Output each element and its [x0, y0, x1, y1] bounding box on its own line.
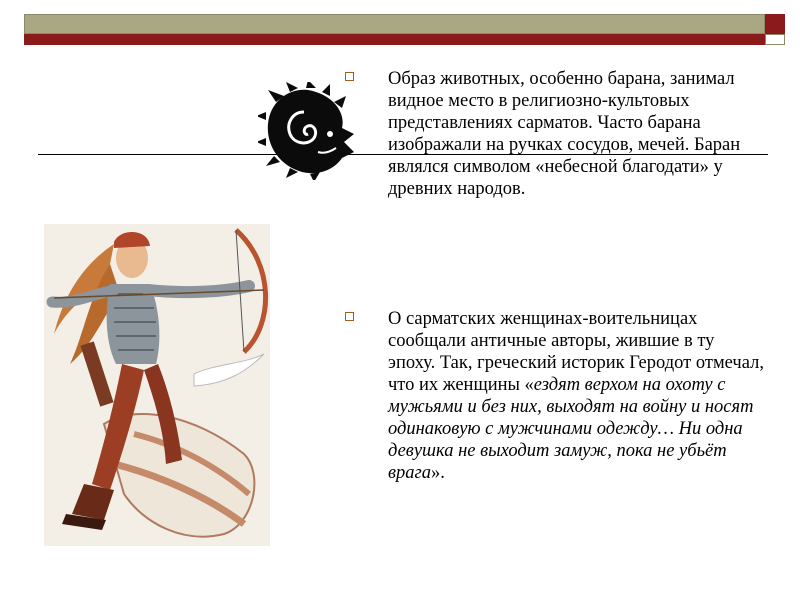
sarmatian-woman-archer — [44, 224, 270, 546]
bullet-square-icon — [345, 312, 354, 321]
bullet-2-text — [388, 308, 765, 484]
herodotus-quote: ездят верхом на охоту с мужьями и без них, выходят на войну и носят одинаковую с мужчинами одежду… Ни одна девушка не выходит замуж, пока не убьёт врага — [388, 375, 754, 483]
title-underline-bar — [24, 34, 765, 45]
bullet-2 — [345, 308, 765, 484]
bullet-2-prefix: О сарматских женщинах-воительницах сообщали античные авторы, жившие в ту эпоху. Так, греческий историк Геродот отмечал, что их женщины « — [388, 309, 764, 395]
corner-block-red — [765, 14, 785, 34]
bullet-1 — [345, 68, 765, 200]
bullet-2-suffix: ». — [431, 463, 445, 483]
bullet-1-text: Образ животных, особенно барана, занимал видное место в религиозно-культовых представлениях сарматов. Часто барана изображали на ручках сосудов, мечей. Баран являлся символом «небесной благодати» у древних народов. — [388, 69, 741, 199]
corner-block-white — [765, 34, 785, 45]
bullet-square-icon — [345, 72, 354, 81]
title-bar — [24, 14, 765, 34]
